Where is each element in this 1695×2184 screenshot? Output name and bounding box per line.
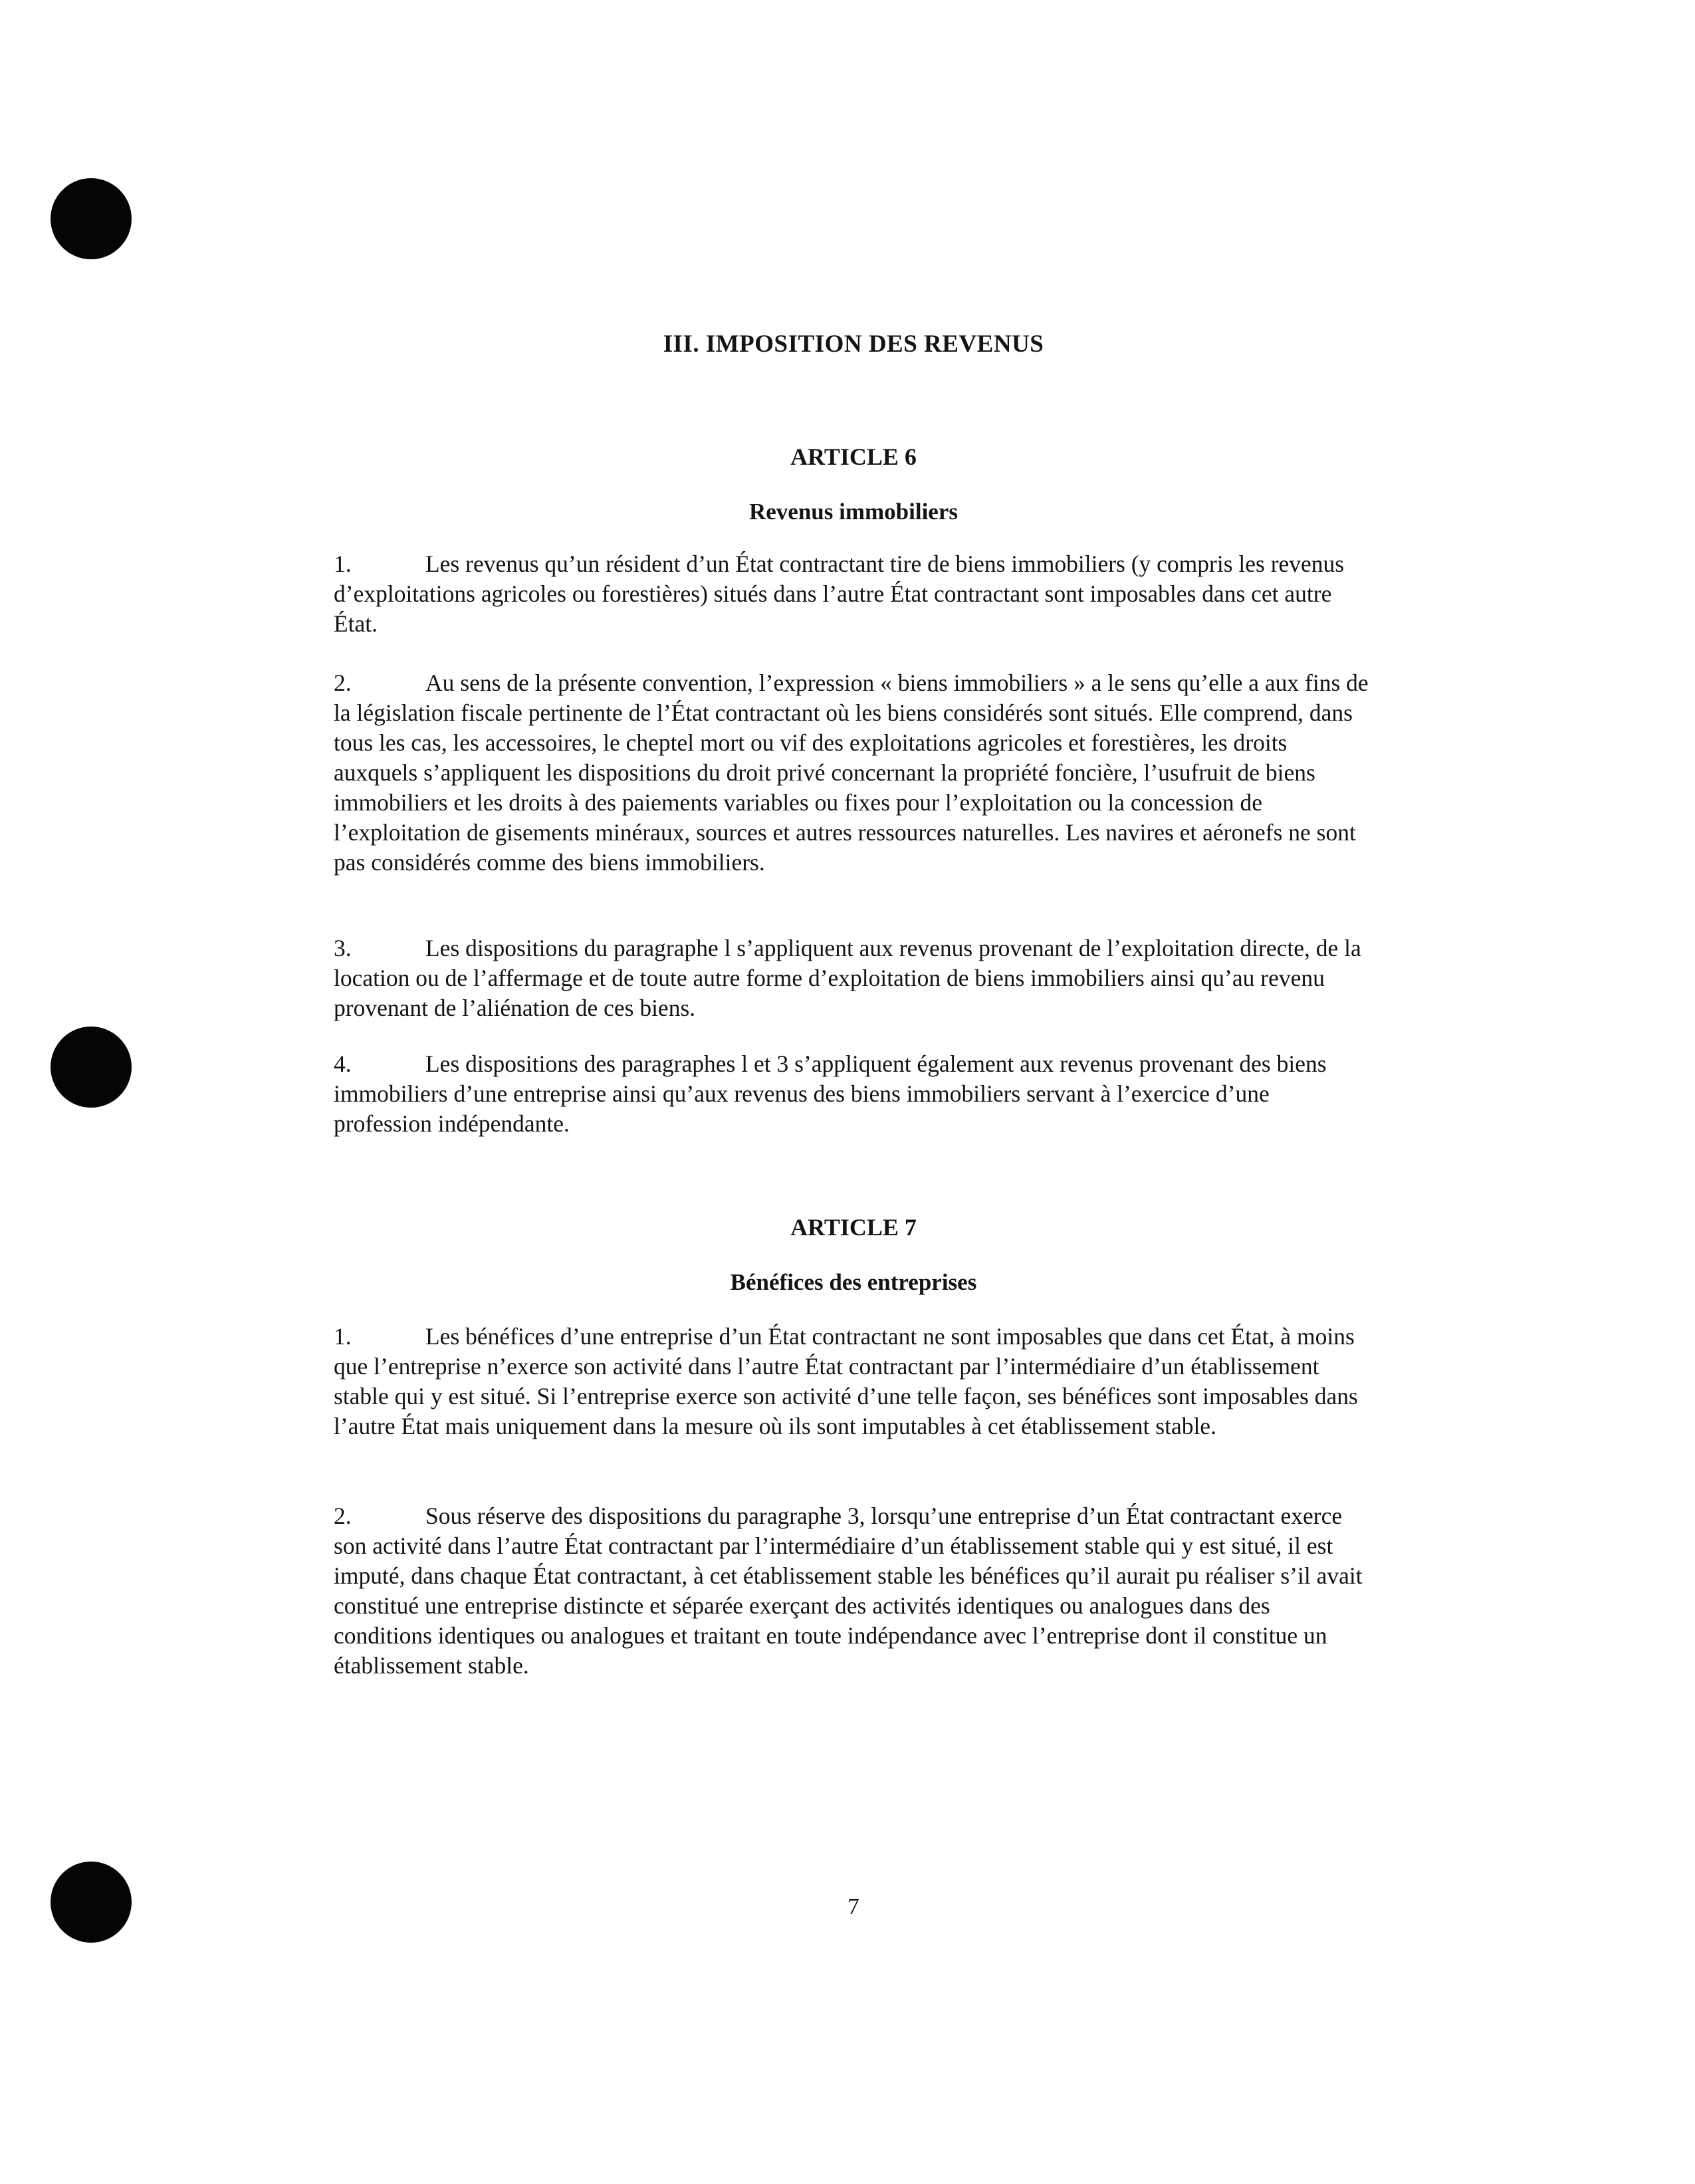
article-7-title: Bénéfices des entreprises bbox=[730, 1269, 977, 1295]
paragraph-text: Les dispositions des paragraphes l et 3 s’appliquent également aux revenus provenant des biens immobiliers d’une entreprise ainsi qu’aux revenus des biens immobiliers servant à l’exercice d’une profession indépendante. bbox=[334, 1050, 1327, 1137]
paragraph-text: Sous réserve des dispositions du paragraphe 3, lorsqu’une entreprise d’un État contractant exerce son activité dans l’autre État contractant par l’intermédiaire d’un établissement stable qui y est situé, il est imputé, dans chaque État contractant, à cet établissement stable les bénéfices qu’il aurait pu réaliser s’il avait constitué une entreprise distincte et séparée exerçant des activités identiques ou analogues dans des conditions identiques ou analogues et traitant en toute indépendance avec l’entreprise dont il constitue un établissement stable. bbox=[334, 1503, 1363, 1679]
binder-hole-top bbox=[51, 178, 132, 259]
binder-hole-middle bbox=[51, 1027, 132, 1108]
paragraph-number: 1. bbox=[334, 550, 352, 577]
article-6-paragraph-1 bbox=[334, 549, 1373, 639]
article-6-paragraph-3 bbox=[334, 933, 1373, 1023]
article-6-paragraph-4 bbox=[334, 1049, 1373, 1139]
paragraph-text: Les bénéfices d’une entreprise d’un État contractant ne sont imposables que dans cet État, à moins que l’entreprise n’exerce son activité dans l’autre État contractant par l’intermédiaire d’un établissement stable qui y est situé. Si l’entreprise exerce son activité d’une telle façon, ses bénéfices sont imposables dans l’autre État mais uniquement dans la mesure où ils sont imputables à cet établissement stable. bbox=[334, 1323, 1358, 1439]
article-7-paragraph-1 bbox=[334, 1322, 1373, 1441]
article-6-number: ARTICLE 6 bbox=[790, 443, 917, 470]
article-6-title: Revenus immobiliers bbox=[748, 499, 958, 525]
part-title: III. IMPOSITION DES REVENUS bbox=[663, 330, 1044, 358]
paragraph-text: Au sens de la présente convention, l’expression « biens immobiliers » a le sens qu’elle a aux fins de la législation fiscale pertinente de l’État contractant où les biens considérés sont situés. Elle comprend, dans tous les cas, les accessoires, le cheptel mort ou vif des exploitations agricoles et forestières, les droits auxquels s’appliquent les dispositions du droit privé concernant la propriété foncière, l’usufruit de biens immobiliers et les droits à des paiements variables ou fixes pour l’exploitation ou la concession de l’exploitation de gisements minéraux, sources et autres ressources naturelles. Les navires et aéronefs ne sont pas considérés comme des biens immobiliers. bbox=[334, 669, 1369, 876]
paragraph-text: Les dispositions du paragraphe l s’appliquent aux revenus provenant de l’exploitation directe, de la location ou de l’affermage et de toute autre forme d’exploitation de biens immobiliers ainsi qu’au revenu provenant de l’aliénation de ces biens. bbox=[334, 935, 1361, 1021]
article-7-number: ARTICLE 7 bbox=[790, 1214, 917, 1241]
paragraph-number: 2. bbox=[334, 1503, 352, 1529]
paragraph-number: 4. bbox=[334, 1050, 352, 1077]
paragraph-text: Les revenus qu’un résident d’un État contractant tire de biens immobiliers (y compris les revenus d’exploitations agricoles ou forestières) situés dans l’autre État contractant sont imposables dans cet autre État. bbox=[334, 550, 1345, 637]
article-7-paragraph-2 bbox=[334, 1501, 1373, 1681]
page-number: 7 bbox=[848, 1893, 859, 1919]
paragraph-number: 3. bbox=[334, 935, 352, 961]
binder-hole-bottom bbox=[51, 1862, 132, 1943]
paragraph-number: 1. bbox=[334, 1323, 352, 1350]
article-6-paragraph-2 bbox=[334, 668, 1373, 878]
paragraph-number: 2. bbox=[334, 669, 352, 696]
